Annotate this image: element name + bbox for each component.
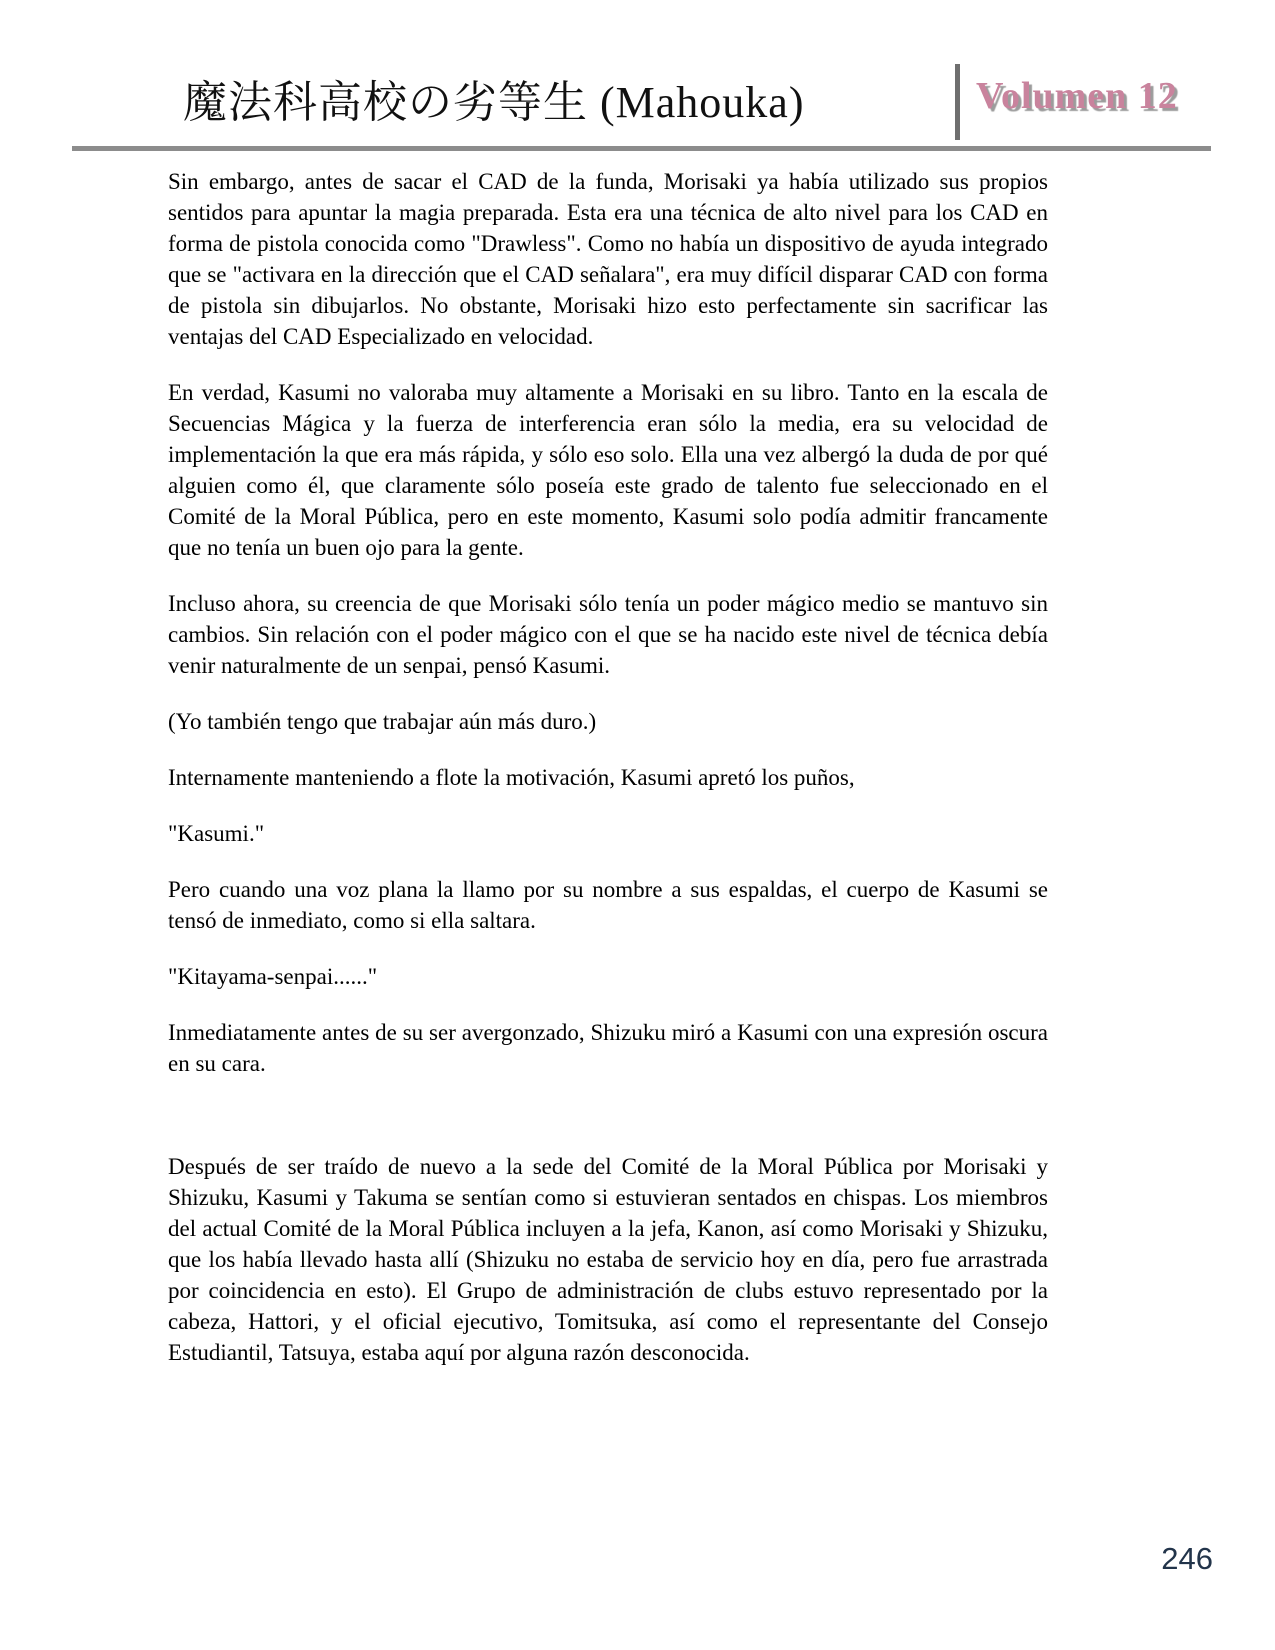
paragraph: Incluso ahora, su creencia de que Morisaki sólo tenía un poder mágico medio se mantuvo sin cambios. Sin relación con el poder mágico con el que se ha nacido este nivel de técnica debía venir naturalmente de un senpai, pensó Kasumi. — [168, 591, 1048, 678]
paragraph: Pero cuando una voz plana la llamo por su nombre a sus espaldas, el cuerpo de Kasumi se tensó de inmediato, como si ella saltara. — [168, 877, 1048, 933]
paragraph: "Kasumi." — [168, 821, 265, 846]
paragraph: Después de ser traído de nuevo a la sede del Comité de la Moral Pública por Morisaki y Shizuku, Kasumi y Takuma se sentían como si estuvieran sentados en chispas. Los miembros del actual Comité de la Moral Pública incluyen a la jefa, Kanon, así como Morisaki y Shizuku, que los había llevado hasta allí (Shizuku no estaba de servicio hoy en día, pero fue arrastrada por coincidencia en esto). El Grupo de administración de clubs estuvo representado por la cabeza, Hattori, y el oficial ejecutivo, Tomitsuka, así como el representante del Consejo Estudiantil, Tatsuya, estaba aquí por alguna razón desconocida. — [168, 1154, 1048, 1365]
header-rule — [72, 146, 1211, 151]
header-divider — [955, 64, 960, 140]
paragraph: (Yo también tengo que trabajar aún más duro.) — [168, 709, 597, 734]
paragraph: Inmediatamente antes de su ser avergonzado, Shizuku miró a Kasumi con una expresión oscura en su cara. — [168, 1020, 1048, 1076]
page-number: 246 — [1161, 1541, 1213, 1576]
paragraph: Sin embargo, antes de sacar el CAD de la funda, Morisaki ya había utilizado sus propios sentidos para apuntar la magia preparada. Esta era una técnica de alto nivel para los CAD en forma de pistola conocida como "Drawless". Como no había un dispositivo de ayuda integrado que se "activara en la dirección que el CAD señalara", era muy difícil disparar CAD con forma de pistola sin dibujarlos. No obstante, Morisaki hizo esto perfectamente sin sacrificar las ventajas del CAD Especializado en velocidad. — [168, 169, 1048, 349]
paragraph: En verdad, Kasumi no valoraba muy altamente a Morisaki en su libro. Tanto en la escala de Secuencias Mágica y la fuerza de interferencia eran sólo la media, era su velocidad de implementación la que era más rápida, y sólo eso solo. Ella una vez albergó la duda de por qué alguien como él, que claramente sólo poseía este grado de talento fue seleccionado en el Comité de la Moral Pública, pero en este momento, Kasumi solo podía admitir francamente que no tenía un buen ojo para la gente. — [168, 380, 1048, 560]
volume-label: Volumen 12 — [976, 75, 1178, 117]
paragraph: "Kitayama-senpai......" — [168, 964, 378, 989]
book-title: 魔法科高校の劣等生 (Mahouka) — [183, 78, 805, 127]
paragraph: Internamente manteniendo a flote la motivación, Kasumi apretó los puños, — [168, 765, 855, 790]
page-body — [168, 166, 1048, 1393]
